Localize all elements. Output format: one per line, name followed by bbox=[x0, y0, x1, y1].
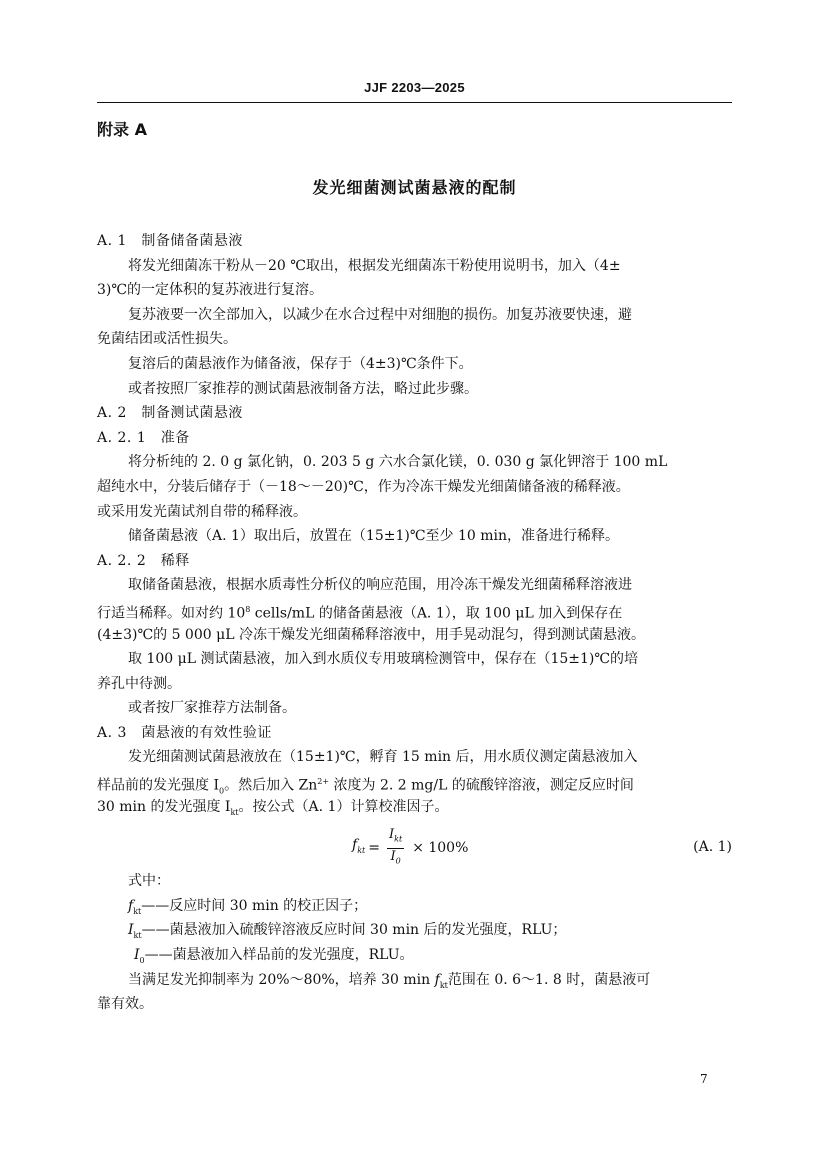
paragraph-a3-1-line2 bbox=[97, 770, 732, 795]
symbol: f bbox=[434, 971, 440, 988]
paragraph-a1-1-line1: 将发光细菌冻干粉从－20 ℃取出，根据发光细菌冻干粉使用说明书，加入（4± bbox=[128, 257, 621, 274]
formula-expression bbox=[352, 827, 468, 869]
symbol: I bbox=[128, 922, 134, 939]
formula-a1 bbox=[97, 823, 732, 865]
appendix-title: 附录 A bbox=[97, 120, 147, 139]
text-run: cells/mL 的储备菌悬液（A. 1），取 100 μL 加入到保存在 bbox=[250, 605, 623, 622]
superscript: 8 bbox=[245, 604, 251, 614]
paragraph-a21-1-line3: 或采用发光菌试剂自带的稀释液。 bbox=[97, 503, 307, 520]
formula-lhs-subscript: kt bbox=[357, 845, 366, 855]
page-number: 7 bbox=[700, 1072, 708, 1086]
denominator-subscript: 0 bbox=[395, 856, 401, 866]
text-run: 30 min 的发光强度 I bbox=[97, 798, 231, 815]
text-run: 行适当稀释。如对约 10 bbox=[97, 605, 246, 622]
symbol: f bbox=[128, 897, 134, 914]
conclusion-line2: 靠有效。 bbox=[97, 996, 153, 1013]
formula-multiplier: × 100% bbox=[412, 840, 469, 857]
subscript: kt bbox=[133, 906, 142, 916]
subscript: 0 bbox=[139, 955, 145, 965]
subscript: 0 bbox=[218, 786, 225, 796]
subscript: kt bbox=[230, 807, 239, 817]
paragraph-a1-4: 或者按照厂家推荐的测试菌悬液制备方法，略过此步骤。 bbox=[128, 380, 478, 397]
paragraph-a21-2: 储备菌悬液（A. 1）取出后，放置在（15±1)℃至少 10 min，准备进行稀释。 bbox=[128, 528, 619, 545]
formula-fraction bbox=[387, 827, 404, 869]
document-body bbox=[97, 229, 732, 1017]
paragraph-a3-1-line1: 发光细菌测试菌悬液放在（15±1)℃，孵育 15 min 后，用水质仪测定菌悬液加入 bbox=[128, 749, 638, 766]
definition-text: ——菌悬液加入样品前的发光强度，RLU。 bbox=[144, 947, 414, 964]
formula-lhs-symbol: f bbox=[352, 837, 358, 854]
section-heading-a1: A. 1 制备储备菌悬液 bbox=[97, 233, 243, 249]
formula-denominator bbox=[390, 849, 400, 870]
symbol: I bbox=[134, 947, 140, 964]
where-intro: 式中： bbox=[128, 873, 170, 890]
text-run: 当满足发光抑制率为 20%～80%，培养 30 min bbox=[128, 971, 435, 988]
subscript: kt bbox=[133, 931, 142, 941]
equation-number: (A. 1) bbox=[693, 839, 732, 856]
definition-text: ——菌悬液加入硫酸锌溶液反应时间 30 min 后的发光强度，RLU； bbox=[141, 922, 567, 939]
document-code-header: JJF 2203—2025 bbox=[364, 80, 465, 95]
numerator-symbol: I bbox=[388, 827, 395, 843]
conclusion-line1 bbox=[97, 968, 732, 993]
where-item-i0 bbox=[97, 943, 732, 968]
text-run: 。然后加入 Zn bbox=[224, 777, 318, 794]
equals-sign: = bbox=[368, 840, 380, 857]
paragraph-a21-1-line1: 将分析纯的 2. 0 g 氯化钠，0. 203 5 g 六水合氯化镁，0. 030 g 氯化钾溶于 100 mL bbox=[128, 454, 668, 471]
header-rule bbox=[97, 102, 732, 103]
section-heading-a21: A. 2. 1 准备 bbox=[97, 429, 190, 446]
formula-lhs bbox=[352, 833, 365, 863]
subscript: kt bbox=[439, 980, 448, 990]
formula-numerator bbox=[387, 827, 404, 849]
paragraph-a1-2-line2: 免菌结团或活性损失。 bbox=[97, 331, 237, 348]
text-run: 范围在 0. 6～1. 8 时，菌悬液可 bbox=[447, 971, 651, 988]
paragraph-a1-3: 复溶后的菌悬液作为储备液，保存于（4±3)℃条件下。 bbox=[128, 355, 473, 372]
where-item-fkt bbox=[97, 894, 732, 919]
section-heading-a22: A. 2. 2 稀释 bbox=[97, 552, 190, 569]
paragraph-a1-1-line2: 3)℃的一定体积的复苏液进行复溶。 bbox=[97, 282, 324, 299]
superscript: 2+ bbox=[317, 777, 330, 787]
text-run: 样品前的发光强度 I bbox=[97, 777, 219, 794]
text-run: 。按公式（A. 1）计算校准因子。 bbox=[238, 798, 449, 815]
paragraph-a1-2-line1: 复苏液要一次全部加入，以减少在水合过程中对细胞的损伤。加复苏液要快速，避 bbox=[128, 306, 632, 323]
paragraph-a22-1-line1: 取储备菌悬液，根据水质毒性分析仪的响应范围，用冷冻干燥发光细菌稀释溶液进 bbox=[128, 577, 632, 594]
denominator-symbol: I bbox=[390, 848, 396, 864]
document-title: 发光细菌测试菌悬液的配制 bbox=[312, 178, 517, 197]
definition-text: ——反应时间 30 min 的校正因子； bbox=[141, 897, 368, 914]
where-item-ikt bbox=[97, 918, 732, 943]
text-run: 浓度为 2. 2 mg/L 的硫酸锌溶液，测定反应时间 bbox=[329, 777, 634, 794]
paragraph-a22-2-line2: 养孔中待测。 bbox=[97, 675, 181, 692]
numerator-subscript: kt bbox=[394, 834, 403, 844]
paragraph-a22-1-line3: (4±3)℃的 5 000 μL 冷冻干燥发光细菌稀释溶液中，用手晃动混匀，得到测试菌悬液。 bbox=[97, 626, 645, 643]
section-heading-a2: A. 2 制备测试菌悬液 bbox=[97, 405, 243, 422]
paragraph-a3-1-line3 bbox=[97, 795, 732, 820]
paragraph-a22-2-line1: 取 100 μL 测试菌悬液，加入到水质仪专用玻璃检测管中，保存在（15±1)℃的培 bbox=[128, 651, 639, 668]
paragraph-a22-1-line2 bbox=[97, 598, 732, 623]
paragraph-a22-3: 或者按厂家推荐方法制备。 bbox=[128, 700, 296, 717]
paragraph-a21-1-line2: 超纯水中，分装后储存于（－18～－20)℃，作为冷冻干燥发光细菌储备液的稀释液。 bbox=[97, 478, 630, 495]
section-heading-a3: A. 3 菌悬液的有效性验证 bbox=[97, 724, 272, 741]
